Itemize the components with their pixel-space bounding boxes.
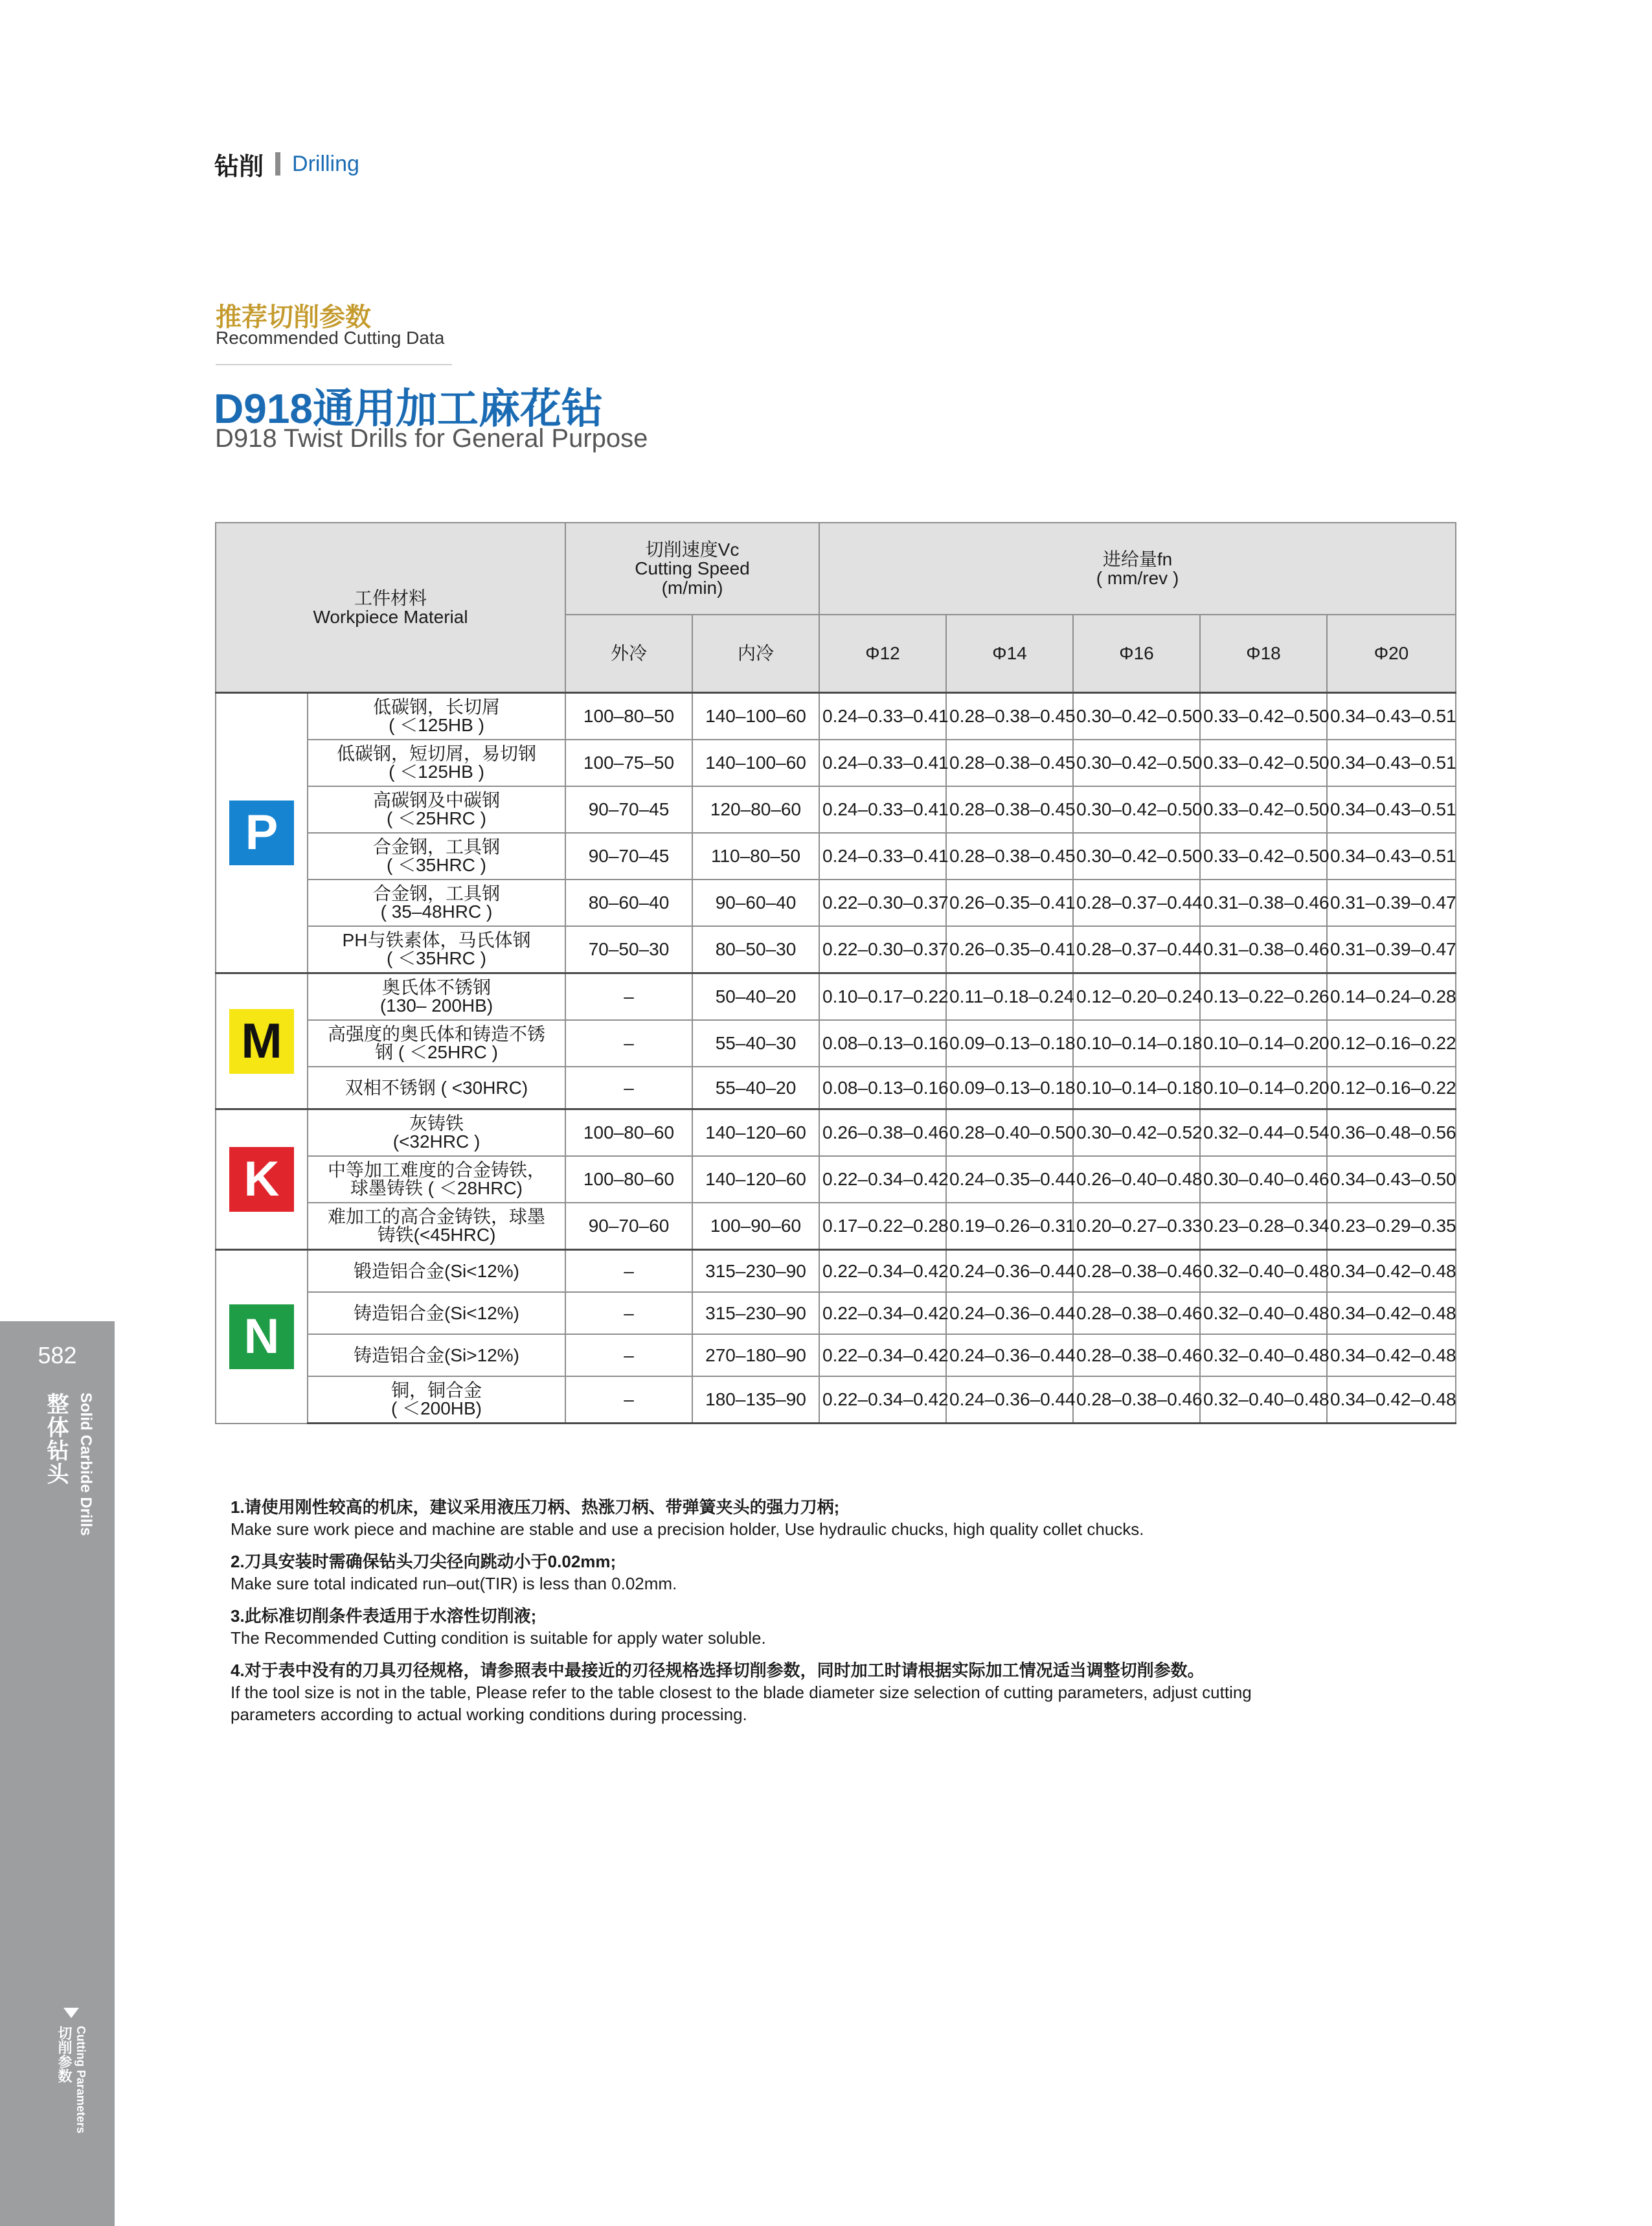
note-cn: 4.对于表中没有的刀具刃径规格，请参照表中最接近的刃径规格选择切削参数，同时加工时请根据实际加工情况适当调整切削参数。 [231,1661,1205,1680]
speed-int-cell: 90–60–40 [692,880,819,926]
feed-d18-cell: 0.10–0.14–0.20 [1200,1020,1327,1067]
feed-d20-cell: 0.34–0.42–0.48 [1327,1334,1456,1376]
note-en: The Recommended Cutting condition is suitable for apply water soluble. [231,1628,766,1648]
speed-int-cell: 140–120–60 [692,1109,819,1157]
feed-d14-cell: 0.11–0.18–0.24 [946,973,1073,1021]
note-item [231,1496,1331,1540]
speed-int-cell: 180–135–90 [692,1376,819,1424]
feed-d18-cell: 0.32–0.40–0.48 [1200,1292,1327,1334]
header-material [216,523,565,693]
speed-int-cell: 100–90–60 [692,1203,819,1250]
speed-ext-cell: 90–70–45 [565,833,692,880]
feed-d20-cell: 0.31–0.39–0.47 [1327,926,1456,973]
feed-d18-cell: 0.33–0.42–0.50 [1200,693,1327,740]
speed-ext-cell: – [565,973,692,1021]
feed-d20-cell: 0.23–0.29–0.35 [1327,1203,1456,1250]
material-cell: 中等加工难度的合金铸铁， 球墨铸铁 ( ＜28HRC) [308,1156,565,1203]
feed-d14-cell: 0.28–0.40–0.50 [946,1109,1073,1157]
speed-int-cell: 55–40–20 [692,1067,819,1109]
table-row [216,880,1456,926]
feed-d12-cell: 0.17–0.22–0.28 [819,1203,946,1250]
feed-d20-cell: 0.34–0.42–0.48 [1327,1250,1456,1293]
note-cn: 1.请使用刚性较高的机床，建议采用液压刀柄、热涨刀柄、带弹簧夹头的强力刀柄; [231,1497,840,1517]
feed-d20-cell: 0.34–0.43–0.51 [1327,693,1456,740]
speed-ext-cell: 100–80–50 [565,693,692,740]
material-cell: 灰铸铁 (<32HRC ) [308,1109,565,1157]
feed-d16-cell: 0.28–0.38–0.46 [1073,1292,1200,1334]
feed-d16-cell: 0.10–0.14–0.18 [1073,1020,1200,1067]
feed-d12-cell: 0.22–0.30–0.37 [819,880,946,926]
feed-d16-cell: 0.28–0.37–0.44 [1073,880,1200,926]
feed-d12-cell: 0.08–0.13–0.16 [819,1020,946,1067]
feed-d14-cell: 0.24–0.36–0.44 [946,1250,1073,1293]
feed-d12-cell: 0.24–0.33–0.41 [819,833,946,880]
iso-n-badge: N [229,1304,294,1369]
speed-ext-cell: 100–75–50 [565,740,692,786]
note-item [231,1659,1331,1725]
note-cn: 2.刀具安装时需确保钻头刀尖径向跳动小于0.02mm; [231,1552,617,1571]
note-item [231,1550,1331,1595]
feed-d16-cell: 0.30–0.42–0.52 [1073,1109,1200,1157]
feed-d20-cell: 0.12–0.16–0.22 [1327,1020,1456,1067]
table-row [216,1292,1456,1334]
side-nav-cn: 切削参数 [56,2026,73,2083]
feed-d14-cell: 0.24–0.36–0.44 [946,1292,1073,1334]
header-internal-coolant: 内冷 [692,615,819,693]
feed-d18-cell: 0.32–0.40–0.48 [1200,1334,1327,1376]
feed-d12-cell: 0.22–0.34–0.42 [819,1156,946,1203]
header-external-coolant: 外冷 [565,615,692,693]
feed-d14-cell: 0.19–0.26–0.31 [946,1203,1073,1250]
feed-d14-cell: 0.28–0.38–0.45 [946,740,1073,786]
material-cell: 高强度的奥氏体和铸造不锈 钢 ( ＜25HRC ) [308,1020,565,1067]
feed-d14-cell: 0.24–0.36–0.44 [946,1376,1073,1424]
speed-int-cell: 315–230–90 [692,1292,819,1334]
header-d20: Φ20 [1327,615,1456,693]
material-cell: 双相不锈钢 ( <30HRC) [308,1067,565,1109]
feed-d18-cell: 0.32–0.40–0.48 [1200,1250,1327,1293]
feed-d20-cell: 0.14–0.24–0.28 [1327,973,1456,1021]
feed-d20-cell: 0.34–0.43–0.50 [1327,1156,1456,1203]
cutting-data-table [215,522,1456,1424]
feed-d16-cell: 0.30–0.42–0.50 [1073,833,1200,880]
side-category [40,1392,95,1561]
header-feed-cn: 进给量fn [1102,549,1173,569]
feed-d12-cell: 0.08–0.13–0.16 [819,1067,946,1109]
feed-d18-cell: 0.33–0.42–0.50 [1200,833,1327,880]
iso-p-badge: P [229,801,294,865]
feed-d18-cell: 0.33–0.42–0.50 [1200,786,1327,833]
material-cell: 铸造铝合金(Si<12%) [308,1292,565,1334]
usage-notes [231,1496,1331,1736]
feed-d12-cell: 0.22–0.30–0.37 [819,926,946,973]
feed-d14-cell: 0.09–0.13–0.18 [946,1067,1073,1109]
feed-d16-cell: 0.26–0.40–0.48 [1073,1156,1200,1203]
side-nav-en: Cutting Parameters [74,2026,87,2134]
feed-d14-cell: 0.24–0.36–0.44 [946,1334,1073,1376]
subtitle-rule [216,364,452,365]
table-row [216,1109,1456,1157]
header-d12: Φ12 [819,615,946,693]
material-cell: 锻造铝合金(Si<12%) [308,1250,565,1293]
feed-d12-cell: 0.24–0.33–0.41 [819,693,946,740]
table-row [216,1156,1456,1203]
speed-int-cell: 80–50–30 [692,926,819,973]
feed-d16-cell: 0.30–0.42–0.50 [1073,693,1200,740]
group-n [216,1250,308,1424]
speed-ext-cell: 100–80–60 [565,1156,692,1203]
section-title-en: Drilling [292,151,359,176]
table-row [216,1250,1456,1293]
header-speed-unit: (m/min) [661,577,723,598]
header-cutting-speed [565,523,819,615]
note-en: Make sure total indicated run–out(TIR) is less than 0.02mm. [231,1574,677,1593]
speed-ext-cell: 80–60–40 [565,880,692,926]
feed-d14-cell: 0.09–0.13–0.18 [946,1020,1073,1067]
side-category-cn: 整体钻头 [43,1392,68,1486]
section-title-cn: 钻削 [214,153,264,181]
feed-d20-cell: 0.34–0.42–0.48 [1327,1292,1456,1334]
section-header [214,148,359,180]
material-cell: PH与铁素体，马氏体钢 ( ＜35HRC ) [308,926,565,973]
header-material-cn: 工件材料 [354,587,427,608]
speed-int-cell: 140–100–60 [692,740,819,786]
feed-d12-cell: 0.22–0.34–0.42 [819,1250,946,1293]
speed-ext-cell: 100–80–60 [565,1109,692,1157]
feed-d14-cell: 0.24–0.35–0.44 [946,1156,1073,1203]
feed-d16-cell: 0.10–0.14–0.18 [1073,1067,1200,1109]
feed-d14-cell: 0.26–0.35–0.41 [946,880,1073,926]
speed-ext-cell: – [565,1376,692,1424]
page-number: 582 [38,1342,77,1369]
speed-ext-cell: 90–70–45 [565,786,692,833]
feed-d20-cell: 0.34–0.42–0.48 [1327,1376,1456,1424]
group-k [216,1109,308,1250]
feed-d18-cell: 0.32–0.44–0.54 [1200,1109,1327,1157]
header-speed-cn: 切削速度Vc [645,539,740,560]
table-row [216,1020,1456,1067]
feed-d12-cell: 0.22–0.34–0.42 [819,1292,946,1334]
material-cell: 低碳钢，短切屑，易切钢 ( ＜125HB ) [308,740,565,786]
feed-d12-cell: 0.22–0.34–0.42 [819,1334,946,1376]
note-en: If the tool size is not in the table, Please refer to the table closest to the blade diameter size selection of cutting parameters, adjust cutting parameters according to actual working conditions during processing. [231,1683,1252,1724]
feed-d18-cell: 0.30–0.40–0.46 [1200,1156,1327,1203]
feed-d14-cell: 0.26–0.35–0.41 [946,926,1073,973]
side-category-en: Solid Carbide Drills [77,1392,95,1536]
feed-d12-cell: 0.10–0.17–0.22 [819,973,946,1021]
table-row [216,1334,1456,1376]
feed-d12-cell: 0.22–0.34–0.42 [819,1376,946,1424]
speed-ext-cell: – [565,1067,692,1109]
header-feed-unit: ( mm/rev ) [1096,568,1179,588]
header-d16: Φ16 [1073,615,1200,693]
feed-d16-cell: 0.28–0.38–0.46 [1073,1376,1200,1424]
feed-d20-cell: 0.34–0.43–0.51 [1327,833,1456,880]
table-row [216,693,1456,740]
feed-d16-cell: 0.28–0.37–0.44 [1073,926,1200,973]
feed-d18-cell: 0.31–0.38–0.46 [1200,926,1327,973]
feed-d18-cell: 0.13–0.22–0.26 [1200,973,1327,1021]
speed-int-cell: 140–120–60 [692,1156,819,1203]
material-cell: 难加工的高合金铸铁，球墨 铸铁(<45HRC) [308,1203,565,1250]
feed-d16-cell: 0.30–0.42–0.50 [1073,786,1200,833]
speed-int-cell: 270–180–90 [692,1334,819,1376]
iso-k-badge: K [229,1147,294,1212]
group-m [216,973,308,1109]
note-cn: 3.此标准切削条件表适用于水溶性切削液; [231,1606,537,1626]
feed-d12-cell: 0.24–0.33–0.41 [819,740,946,786]
feed-d20-cell: 0.12–0.16–0.22 [1327,1067,1456,1109]
speed-ext-cell: – [565,1292,692,1334]
material-cell: 合金钢，工具钢 ( ＜35HRC ) [308,833,565,880]
material-cell: 合金钢，工具钢 ( 35–48HRC ) [308,880,565,926]
page-title-en: D918 Twist Drills for General Purpose [215,424,648,453]
table-row [216,926,1456,973]
speed-int-cell: 110–80–50 [692,833,819,880]
feed-d20-cell: 0.34–0.43–0.51 [1327,740,1456,786]
feed-d16-cell: 0.28–0.38–0.46 [1073,1334,1200,1376]
speed-ext-cell: – [565,1250,692,1293]
note-en: Make sure work piece and machine are stable and use a precision holder, Use hydraulic chucks, high quality collet chucks. [231,1519,1144,1539]
feed-d16-cell: 0.20–0.27–0.33 [1073,1203,1200,1250]
table-row [216,1376,1456,1424]
header-d18: Φ18 [1200,615,1327,693]
feed-d14-cell: 0.28–0.38–0.45 [946,833,1073,880]
material-cell: 奥氏体不锈钢 (130– 200HB) [308,973,565,1021]
feed-d18-cell: 0.33–0.42–0.50 [1200,740,1327,786]
feed-d18-cell: 0.32–0.40–0.48 [1200,1376,1327,1424]
feed-d18-cell: 0.23–0.28–0.34 [1200,1203,1327,1250]
table-row [216,973,1456,1021]
subtitle-en: Recommended Cutting Data [216,328,445,348]
feed-d16-cell: 0.12–0.20–0.24 [1073,973,1200,1021]
material-cell: 高碳钢及中碳钢 ( ＜25HRC ) [308,786,565,833]
speed-ext-cell: 70–50–30 [565,926,692,973]
group-p [216,693,308,973]
table-row [216,740,1456,786]
material-cell: 铸造铝合金(Si>12%) [308,1334,565,1376]
side-nav-cutting-parameters[interactable] [54,2008,93,2202]
feed-d12-cell: 0.24–0.33–0.41 [819,786,946,833]
feed-d12-cell: 0.26–0.38–0.46 [819,1109,946,1157]
table-row [216,786,1456,833]
section-divider [275,152,280,176]
feed-d16-cell: 0.28–0.38–0.46 [1073,1250,1200,1293]
arrow-down-icon [63,2008,79,2018]
feed-d18-cell: 0.31–0.38–0.46 [1200,880,1327,926]
speed-ext-cell: – [565,1334,692,1376]
page-title-cn: D918通用加工麻花钻 [214,385,603,432]
feed-d18-cell: 0.10–0.14–0.20 [1200,1067,1327,1109]
header-speed-en: Cutting Speed [635,558,750,579]
table-row [216,1203,1456,1250]
speed-int-cell: 50–40–20 [692,973,819,1021]
note-item [231,1605,1331,1649]
feed-d14-cell: 0.28–0.38–0.45 [946,693,1073,740]
material-cell: 铜，铜合金 ( ＜200HB) [308,1376,565,1424]
feed-d14-cell: 0.28–0.38–0.45 [946,786,1073,833]
feed-d20-cell: 0.31–0.39–0.47 [1327,880,1456,926]
speed-int-cell: 120–80–60 [692,786,819,833]
speed-int-cell: 315–230–90 [692,1250,819,1293]
feed-d20-cell: 0.34–0.43–0.51 [1327,786,1456,833]
speed-ext-cell: 90–70–60 [565,1203,692,1250]
speed-int-cell: 140–100–60 [692,693,819,740]
speed-int-cell: 55–40–30 [692,1020,819,1067]
iso-m-badge: M [229,1009,294,1074]
header-d14: Φ14 [946,615,1073,693]
speed-ext-cell: – [565,1020,692,1067]
header-feed [819,523,1456,615]
material-cell: 低碳钢，长切屑 ( ＜125HB ) [308,693,565,740]
subtitle-cn: 推荐切削参数 [216,303,371,332]
table-row [216,833,1456,880]
header-material-en: Workpiece Material [313,607,468,627]
feed-d16-cell: 0.30–0.42–0.50 [1073,740,1200,786]
feed-d20-cell: 0.36–0.48–0.56 [1327,1109,1456,1157]
table-row [216,1067,1456,1109]
